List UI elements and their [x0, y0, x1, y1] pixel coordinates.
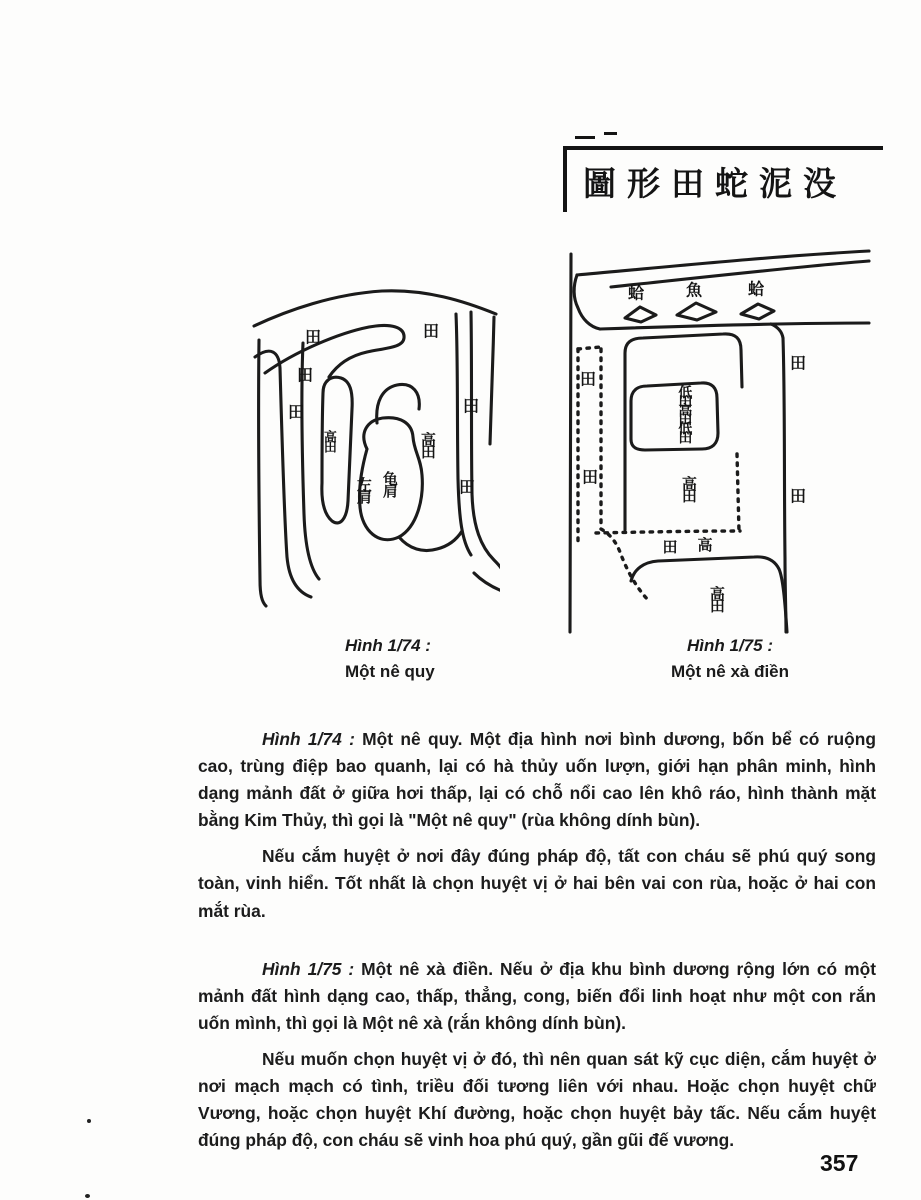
- body-text-column: [198, 726, 876, 1163]
- tongue-curve: [265, 325, 404, 377]
- top-right-corner: [771, 324, 783, 338]
- turtle-shoulder-label: 龟肩: [380, 471, 399, 495]
- field-label: 田: [422, 321, 440, 341]
- caption-title: Một nê xà điền: [670, 662, 790, 681]
- body-bottom-sweep: [399, 531, 462, 551]
- mound-label: 蛤: [627, 283, 645, 303]
- scan-speck: [85, 1194, 90, 1198]
- dashed-strip-top: [578, 347, 601, 349]
- paragraph-175-advice: [198, 1046, 876, 1154]
- diagram-right-drawing: [565, 240, 875, 635]
- dotted-vertical: [737, 454, 739, 532]
- mound-label: 魚: [685, 280, 703, 300]
- paragraph-body: Một nê quy. Một địa hình nơi bình dương, bốn bể có ruộng cao, trùng điệp bao quanh, lại có hà thủy uốn lượn, giới hạn phân minh, hình dạng mảnh đất ở giữa hơi thấp, lại có chỗ nổi cao lên khô ráo, hình thành mặt bằng Kim Thủy, thì gọi là "Một nê quy" (rùa không dính bùn).: [198, 729, 876, 831]
- band-bottom-line: [600, 323, 869, 329]
- paragraph-174-advice: [198, 843, 876, 924]
- paragraph-174-description: [198, 726, 876, 834]
- field-label: 田: [579, 369, 597, 389]
- caption-number: Hình 1/74 :: [345, 636, 431, 655]
- right-channel-inner: [456, 314, 471, 555]
- diagram-left-drawing: [250, 280, 500, 635]
- right-edge-partial: [490, 317, 494, 444]
- chinese-title-text: 圖形田蛇泥没: [583, 163, 847, 203]
- paragraph-body: Nếu muốn chọn huyệt vị ở đó, thì nên quan sát kỹ cục diện, cắm huyệt ở nơi mạch mạch có tình, triều đối tương liên với nhau. Hoặc chọn huyệt chữ Vương, hoặc chọn huyệt Khí đường, hoặc chọn huyệt bảy tấc. Nếu cắm huyệt đúng pháp độ, con cháu sẽ vinh hoa phú quý, gần gũi đế vương.: [198, 1048, 876, 1151]
- left-edge-line: [259, 340, 266, 606]
- figure-title-box: [563, 146, 883, 212]
- caption-figure-175: [645, 633, 815, 685]
- snake-column-label: 低田高田低田: [676, 385, 693, 439]
- high-field-label: 高田: [679, 476, 698, 500]
- high-field-pod: [322, 377, 352, 523]
- field-label: 田: [662, 538, 678, 557]
- field-label: 田: [789, 486, 807, 506]
- paragraph-lead: Hình 1/74 :: [262, 729, 363, 749]
- bank-corner-hook: [574, 275, 600, 329]
- field-label: 田: [789, 353, 807, 373]
- paragraph-lead: Hình 1/75 :: [262, 958, 362, 979]
- top-ridge-line: [254, 291, 496, 326]
- field-label: 田: [287, 402, 305, 422]
- scan-mark: [575, 136, 595, 139]
- mound-2: [677, 303, 716, 320]
- paragraph-body: Một nê xà điền. Nếu ở địa khu bình dương rộng lớn có một mảnh đất hình dạng cao, thấp, thẳng, cong, biến đổi linh hoạt như một con rắn uốn mình, thì gọi là Một nê xà (rắn không dính bùn).: [198, 958, 876, 1033]
- caption-figure-174: [345, 633, 435, 685]
- high-label: 高: [697, 536, 713, 555]
- caption-title: Một nê quy: [345, 662, 435, 681]
- field-label: 田: [296, 365, 314, 385]
- mound-1: [625, 307, 656, 322]
- left-border-line: [570, 254, 571, 632]
- left-shoulder-label: 左肩: [354, 477, 373, 501]
- dotted-horizontal: [596, 531, 740, 533]
- paragraph-body: Nếu cắm huyệt ở nơi đây đúng pháp độ, tất con cháu sẽ phú quý song toàn, vinh hiển. Tốt nhất là chọn huyệt vị ở hai bên vai con rùa, hoặc ở hai con mắt rùa.: [198, 846, 876, 921]
- high-field-label: 高田: [320, 430, 336, 450]
- field-label: 田: [462, 396, 480, 416]
- diagram-mot-ne-xa-dien: [565, 240, 875, 635]
- scan-speck: [87, 1119, 91, 1123]
- right-channel-outer: [471, 312, 500, 577]
- top-bank-line-1: [577, 251, 869, 275]
- high-field-label: 高田: [418, 432, 437, 456]
- diagram-mot-ne-quy: [250, 280, 500, 635]
- paragraph-175-description: [198, 956, 876, 1037]
- caption-number: Hình 1/75 :: [687, 636, 773, 655]
- field-label: 田: [458, 477, 476, 497]
- inner-rounded-rect: [631, 383, 718, 450]
- top-bank-line-2: [611, 261, 869, 287]
- mound-3: [741, 304, 774, 319]
- mound-label: 蛤: [747, 279, 765, 299]
- field-label: 田: [304, 327, 322, 347]
- high-field-label: 高田: [707, 586, 726, 610]
- field-label: 田: [581, 467, 599, 487]
- page-number: 357: [820, 1150, 859, 1176]
- bottom-right-stroke: [474, 573, 500, 591]
- scan-mark: [604, 132, 617, 135]
